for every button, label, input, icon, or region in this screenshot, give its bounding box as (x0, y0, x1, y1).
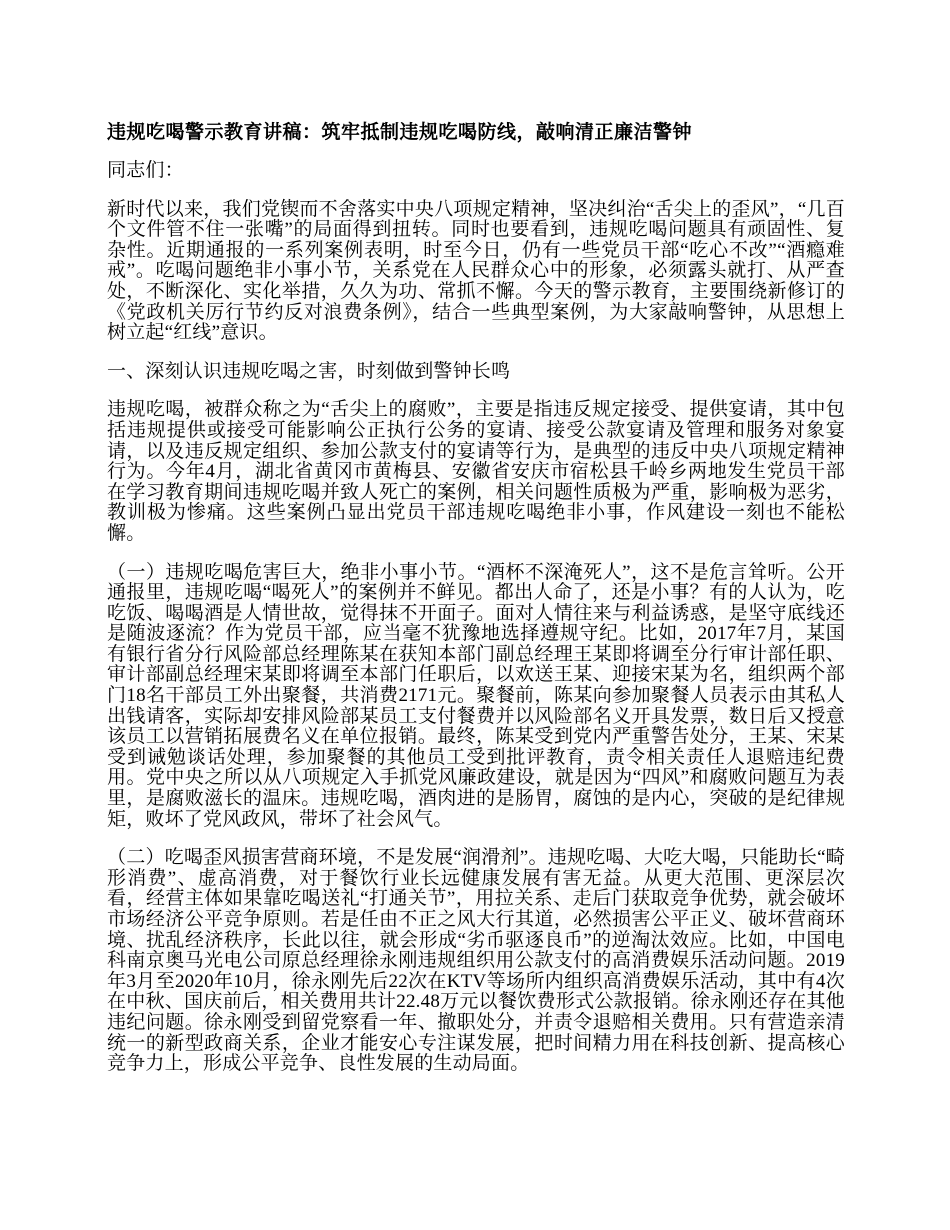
point2-paragraph: （二）吃喝歪风损害营商环境，不是发展“润滑剂”。违规吃喝、大吃大喝，只能助长“畸形消费”、虚高消费，对于餐饮行业长远健康发展有害无益。从更大范围、更深层次看，经营主体如果靠吃喝送礼“打通关节”，用拉关系、走后门获取竞争优势，就会破坏市场经济公平竞争原则。若是任由不正之风大行其道，必然损害公平正义、破坏营商环境、扰乱经济秩序，长此以往，就会形成“劣币驱逐良币”的逆淘汰效应。比如，中国电科南京奥马光电公司原总经理徐永刚违规组织用公款支付的高消费娱乐活动问题。2019年3月至2020年10月，徐永刚先后22次在KTV等场所内组织高消费娱乐活动，其中有4次在中秋、国庆前后，相关费用共计22.48万元以餐饮费形式公款报销。徐永刚还存在其他违纪问题。徐永刚受到留党察看一年、撤职处分，并责令退赔相关费用。只有营造亲清统一的新型政商关系，企业才能安心专注谋发展，把时间精力用在科技创新、提高核心竞争力上，形成公平竞争、良性发展的生动局面。 (107, 847, 845, 1075)
section1-heading: 一、深刻认识违规吃喝之害，时刻做到警钟长鸣 (107, 360, 511, 382)
point1-paragraph: （一）违规吃喝危害巨大，绝非小事小节。“酒杯不深淹死人”，这不是危言耸听。公开通报里，违规吃喝“喝死人”的案例并不鲜见。都出人命了，还是小事？有的人认为，吃吃饭、喝喝酒是人情世故，觉得抹不开面子。面对人情往来与利益诱惑，是坚守底线还是随波逐流？作为党员干部，应当毫不犹豫地选择遵规守纪。比如，2017年7月，某国有银行省分行风险部总经理陈某在获知本部门副总经理王某即将调至分行审计部任职、审计部副总经理宋某即将调至本部门任职后，以欢送王某、迎接宋某为名，组织两个部门18名干部员工外出聚餐，共消费2171元。聚餐前，陈某向参加聚餐人员表示由其私人出钱请客，实际却安排风险部某员工支付餐费并以风险部名义开具发票，数日后又授意该员工以营销拓展费名义在单位报销。最终，陈某受到党内严重警告处分，王某、宋某受到诫勉谈话处理，参加聚餐的其他员工受到批评教育，责令相关责任人退赔违纪费用。党中央之所以从八项规定入手抓党风廉政建设，就是因为“四风”和腐败问题互为表里，是腐败滋长的温床。违规吃喝，酒肉进的是肠胃，腐蚀的是内心，突破的是纪律规矩，败坏了党风政风，带坏了社会风气。 (107, 561, 845, 830)
intro-paragraph: 新时代以来，我们党锲而不舍落实中央八项规定精神，坚决纠治“舌尖上的歪风”，“几百个文件管不住一张嘴”的局面得到扭转。同时也要看到，违规吃喝问题具有顽固性、复杂性。近期通报的一系列案例表明，时至今日，仍有一些党员干部“吃心不改”“酒瘾难戒”。吃喝问题绝非小事小节，关系党在人民群众心中的形象，必须露头就打、从严查处，不断深化、实化举措，久久为功、常抓不懈。今天的警示教育，主要围绕新修订的《党政机关厉行节约反对浪费条例》，结合一些典型案例，为大家敲响警钟，从思想上树立起“红线”意识。 (107, 198, 845, 344)
section1-intro-paragraph: 违规吃喝，被群众称之为“舌尖上的腐败”，主要是指违反规定接受、提供宴请，其中包括违规提供或接受可能影响公正执行公务的宴请、接受公款宴请及管理和服务对象宴请，以及违反规定组织、参加公款支付的宴请等行为，是典型的违反中央八项规定精神行为。今年4月，湖北省黄冈市黄梅县、安徽省安庆市宿松县千岭乡两地发生党员干部在学习教育期间违规吃喝并致人死亡的案例，相关问题性质极为严重，影响极为恶劣，教训极为惨痛。这些案例凸显出党员干部违规吃喝绝非小事，作风建设一刻也不能松懈。 (107, 399, 845, 544)
document-title: 违规吃喝警示教育讲稿：筑牢抵制违规吃喝防线，敲响清正廉洁警钟 (107, 122, 693, 143)
greeting: 同志们： (107, 160, 184, 181)
